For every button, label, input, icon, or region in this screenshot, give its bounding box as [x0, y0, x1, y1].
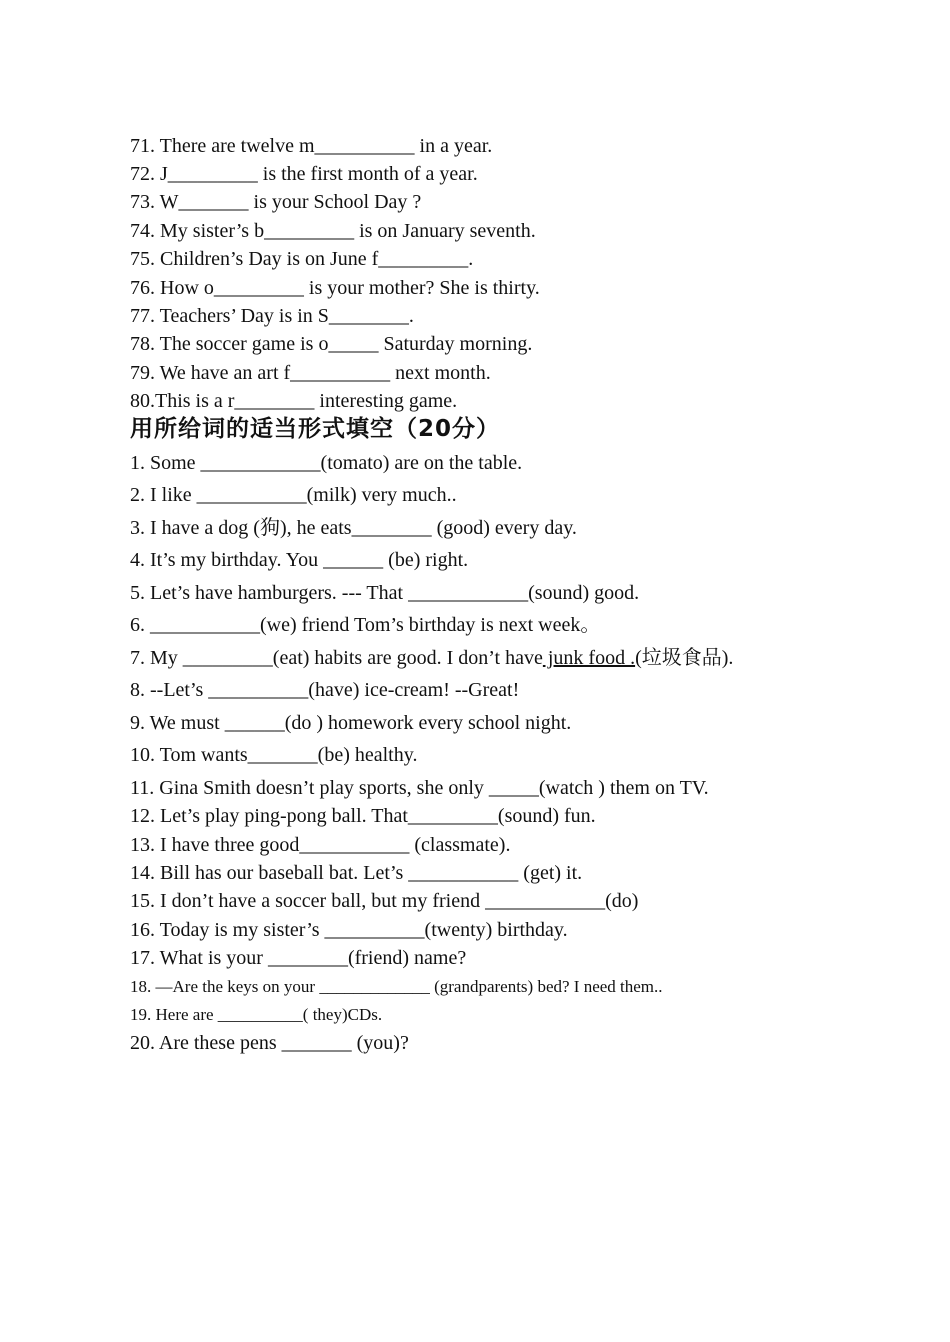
- question-79: 79. We have an art f__________ next month.: [130, 362, 491, 384]
- question-74: 74. My sister’s b_________ is on January seventh.: [130, 220, 536, 242]
- exercise-7-underlined: junk food .: [542, 647, 636, 669]
- exercise-17: 17. What is your ________(friend) name?: [130, 947, 467, 969]
- question-77: 77. Teachers’ Day is in S________.: [130, 305, 414, 327]
- question-73: 73. W_______ is your School Day ?: [130, 191, 422, 213]
- exercise-14: 14. Bill has our baseball bat. Let’s ___________ (get) it.: [130, 862, 583, 884]
- question-71: 71. There are twelve m__________ in a year.: [130, 135, 493, 157]
- exercise-15: 15. I don’t have a soccer ball, but my friend ____________(do): [130, 890, 639, 912]
- exercise-1: 1. Some ____________(tomato) are on the table.: [130, 452, 523, 474]
- question-76: 76. How o_________ is your mother? She is thirty.: [130, 277, 540, 299]
- section-heading: 用所给词的适当形式填空（20分）: [130, 416, 501, 442]
- question-78: 78. The soccer game is o_____ Saturday morning.: [130, 333, 533, 355]
- question-75: 75. Children’s Day is on June f_________.: [130, 248, 474, 270]
- exercise-13: 13. I have three good___________ (classmate).: [130, 834, 511, 856]
- exercise-7-tail: (垃圾食品).: [635, 647, 734, 669]
- question-72: 72. J_________ is the first month of a year.: [130, 163, 478, 185]
- exercise-11: 11. Gina Smith doesn’t play sports, she only _____(watch ) them on TV.: [130, 777, 709, 799]
- exercise-20: 20. Are these pens _______ (you)?: [130, 1032, 409, 1054]
- exercise-6: 6. ___________(we) friend Tom’s birthday is next week。: [130, 614, 601, 636]
- exercise-16: 16. Today is my sister’s __________(twenty) birthday.: [130, 919, 568, 941]
- exercise-9: 9. We must ______(do ) homework every school night.: [130, 712, 572, 734]
- question-80: 80.This is a r________ interesting game.: [130, 390, 458, 412]
- exercise-10: 10. Tom wants_______(be) healthy.: [130, 744, 418, 766]
- exercise-3: 3. I have a dog (狗), he eats________ (good) every day.: [130, 517, 577, 539]
- exercise-7: [130, 646, 733, 670]
- exercise-8: 8. --Let’s __________(have) ice-cream! --Great!: [130, 679, 520, 701]
- exercise-4: 4. It’s my birthday. You ______ (be) right.: [130, 549, 469, 571]
- exercise-7-text: 7. My _________(eat) habits are good. I don’t have: [130, 647, 543, 669]
- exercise-2: 2. I like ___________(milk) very much..: [130, 484, 457, 506]
- exercise-5: 5. Let’s have hamburgers. --- That ____________(sound) good.: [130, 582, 640, 604]
- exercise-19: 19. Here are __________( they)CDs.: [130, 1005, 383, 1024]
- exercise-12: 12. Let’s play ping-pong ball. That_________(sound) fun.: [130, 805, 596, 827]
- exercise-18: 18. —Are the keys on your _____________ (grandparents) bed? I need them..: [130, 977, 663, 996]
